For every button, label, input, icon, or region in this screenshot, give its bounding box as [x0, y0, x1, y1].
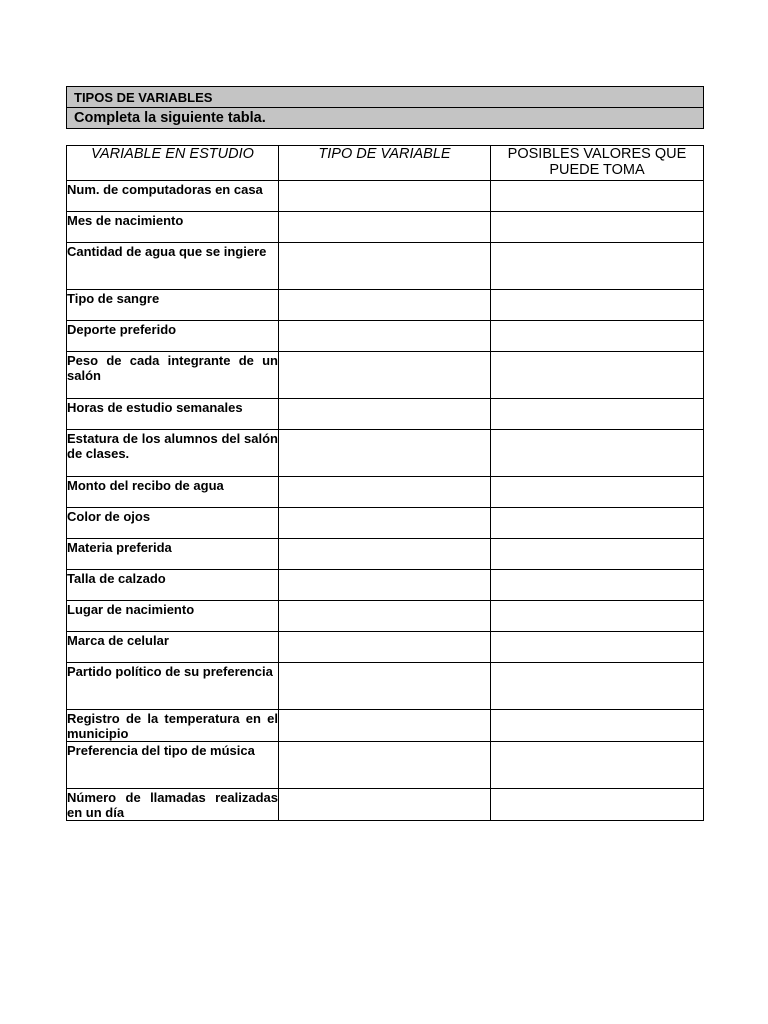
variable-label: Monto del recibo de agua [67, 478, 224, 493]
table-row [67, 399, 704, 430]
variable-cell [67, 352, 279, 399]
variable-cell [67, 539, 279, 570]
variable-label: Tipo de sangre [67, 291, 160, 306]
possible-values-input-cell[interactable] [491, 570, 704, 601]
variable-cell [67, 290, 279, 321]
document-title: TIPOS DE VARIABLES [67, 87, 703, 108]
possible-values-input-cell[interactable] [491, 539, 704, 570]
table-row [67, 663, 704, 710]
variable-label: Talla de calzado [67, 571, 166, 586]
possible-values-input-cell[interactable] [491, 352, 704, 399]
variable-cell [67, 570, 279, 601]
table-row [67, 352, 704, 399]
table-row [67, 430, 704, 477]
possible-values-input-cell[interactable] [491, 710, 704, 742]
table-row [67, 212, 704, 243]
variable-cell [67, 710, 279, 742]
variable-label: Deporte preferido [67, 322, 177, 337]
variable-cell [67, 321, 279, 352]
possible-values-input-cell[interactable] [491, 212, 704, 243]
variable-label: Color de ojos [67, 509, 151, 524]
variable-cell [67, 601, 279, 632]
variable-cell [67, 508, 279, 539]
variable-label: Número de llamadas realizadas en un día [67, 790, 278, 820]
variable-cell [67, 181, 279, 212]
variable-label: Peso de cada integrante de un salón [67, 353, 278, 383]
variable-cell [67, 789, 279, 821]
table-row [67, 789, 704, 821]
variable-type-input-cell[interactable] [279, 539, 491, 570]
table-row [67, 539, 704, 570]
variable-label: Estatura de los alumnos del salón de clases. [67, 431, 278, 461]
possible-values-input-cell[interactable] [491, 742, 704, 789]
variable-type-input-cell[interactable] [279, 789, 491, 821]
column-header-values: POSIBLES VALORES QUE PUEDE TOMA [491, 146, 704, 181]
variable-type-input-cell[interactable] [279, 742, 491, 789]
table-row [67, 508, 704, 539]
table-row [67, 243, 704, 290]
table-row [67, 181, 704, 212]
table-row [67, 632, 704, 663]
possible-values-input-cell[interactable] [491, 290, 704, 321]
variable-label: Marca de celular [67, 633, 169, 648]
variable-type-input-cell[interactable] [279, 477, 491, 508]
variable-type-input-cell[interactable] [279, 290, 491, 321]
table-row [67, 477, 704, 508]
variable-type-input-cell[interactable] [279, 352, 491, 399]
table-row [67, 710, 704, 742]
column-header-type: TIPO DE VARIABLE [279, 146, 491, 181]
variable-type-input-cell[interactable] [279, 243, 491, 290]
variable-type-input-cell[interactable] [279, 212, 491, 243]
header-box [66, 86, 704, 129]
variable-label: Mes de nacimiento [67, 213, 184, 228]
variable-type-input-cell[interactable] [279, 632, 491, 663]
variable-label: Lugar de nacimiento [67, 602, 195, 617]
variable-cell [67, 243, 279, 290]
variable-type-input-cell[interactable] [279, 430, 491, 477]
variable-type-input-cell[interactable] [279, 663, 491, 710]
column-header-variable: VARIABLE EN ESTUDIO [67, 146, 279, 181]
variable-label: Cantidad de agua que se ingiere [67, 244, 267, 259]
possible-values-input-cell[interactable] [491, 321, 704, 352]
instruction-text: Completa la siguiente tabla. [67, 108, 703, 128]
possible-values-input-cell[interactable] [491, 399, 704, 430]
possible-values-input-cell[interactable] [491, 789, 704, 821]
possible-values-input-cell[interactable] [491, 430, 704, 477]
variable-label: Partido político de su preferencia [67, 664, 273, 679]
variables-table [66, 145, 704, 821]
variable-label: Materia preferida [67, 540, 172, 555]
possible-values-input-cell[interactable] [491, 477, 704, 508]
variable-cell [67, 632, 279, 663]
variable-label: Num. de computadoras en casa [67, 182, 263, 197]
table-row [67, 601, 704, 632]
variable-type-input-cell[interactable] [279, 321, 491, 352]
variable-label: Horas de estudio semanales [67, 400, 243, 415]
possible-values-input-cell[interactable] [491, 181, 704, 212]
possible-values-input-cell[interactable] [491, 601, 704, 632]
variable-type-input-cell[interactable] [279, 710, 491, 742]
possible-values-input-cell[interactable] [491, 243, 704, 290]
variable-cell [67, 477, 279, 508]
table-row [67, 570, 704, 601]
variable-type-input-cell[interactable] [279, 601, 491, 632]
variable-label: Registro de la temperatura en el municipio [67, 711, 278, 741]
variable-cell [67, 742, 279, 789]
possible-values-input-cell[interactable] [491, 508, 704, 539]
variable-type-input-cell[interactable] [279, 399, 491, 430]
variable-cell [67, 212, 279, 243]
table-row [67, 290, 704, 321]
table-header-row [67, 146, 704, 181]
variable-type-input-cell[interactable] [279, 181, 491, 212]
variable-type-input-cell[interactable] [279, 570, 491, 601]
variable-cell [67, 399, 279, 430]
variable-cell [67, 430, 279, 477]
table-row [67, 742, 704, 789]
variable-cell [67, 663, 279, 710]
variable-type-input-cell[interactable] [279, 508, 491, 539]
variable-label: Preferencia del tipo de música [67, 743, 255, 758]
possible-values-input-cell[interactable] [491, 632, 704, 663]
possible-values-input-cell[interactable] [491, 663, 704, 710]
table-row [67, 321, 704, 352]
